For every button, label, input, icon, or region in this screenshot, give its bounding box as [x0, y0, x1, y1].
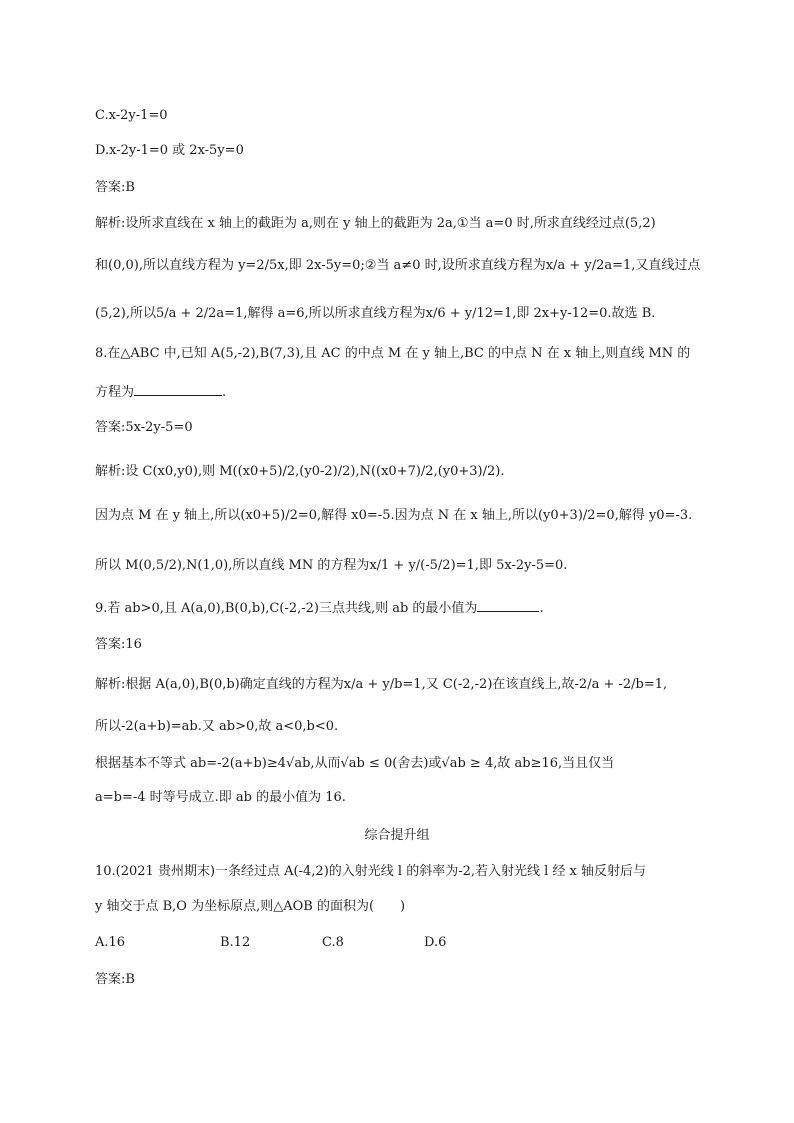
answer-8: 答案:5x-2y-5=0	[95, 420, 193, 435]
answer-9: 答案:16	[95, 637, 142, 652]
answer-7: 答案:B	[95, 180, 135, 195]
question-9: 9.若 ab>0,且 A(a,0),B(0,b),C(-2,-2)三点共线,则 ab 的最小值为 .	[95, 597, 544, 619]
option-c: C.x-2y-1=0	[95, 108, 168, 123]
analysis-7-line3: (5,2),所以5/a + 2/2a=1,解得 a=6,所以所求直线方程为x/6 + y/12=1,即 2x+y-12=0.故选 B.	[95, 306, 656, 321]
question-10-line1: 10.(2021 贵州期末)一条经过点 A(-4,2)的入射光线 l 的斜率为-2,若入射光线 l 经 x 轴反射后与	[95, 864, 647, 879]
analysis-8-line1: 解析:设 C(x0,y0),则 M((x0+5)/2,(y0-2)/2),N((x0+7)/2,(y0+3)/2).	[95, 464, 505, 479]
analysis-9-line1: 解析:根据 A(a,0),B(0,b)确定直线的方程为x/a + y/b=1,又 C(-2,-2)在该直线上,故-2/a + -2/b=1,	[95, 677, 668, 692]
question-8-line2: 方程为 .	[95, 381, 226, 403]
option-c-line	[95, 106, 168, 126]
option-d-line	[95, 141, 244, 161]
analysis-8-line3: 所以 M(0,5/2),N(1,0),所以直线 MN 的方程为x/1 + y/(-5/2)=1,即 5x-2y-5=0.	[95, 558, 568, 573]
analysis-7-line2: 和(0,0),所以直线方程为 y=2/5x,即 2x-5y=0;②当 a≠0 时,设所求直线方程为x/a + y/2a=1,又直线过点	[95, 258, 701, 273]
analysis-8-line2: 因为点 M 在 y 轴上,所以(x0+5)/2=0,解得 x0=-5.因为点 N 在 x 轴上,所以(y0+3)/2=0,解得 y0=-3.	[95, 508, 693, 523]
answer-blank-9	[477, 597, 539, 612]
analysis-9-line3: 根据基本不等式 ab=-2(a+b)≥4√ab,从而√ab ≤ 0(舍去)或√ab ≥ 4,故 ab≥16,当且仅当	[95, 756, 615, 771]
analysis-9-line4: a=b=-4 时等号成立.即 ab 的最小值为 16.	[95, 790, 346, 805]
option-a: A.16	[95, 935, 126, 950]
option-d-10: D.6	[424, 935, 447, 950]
answer-blank-8	[134, 381, 222, 396]
answer-10: 答案:B	[95, 972, 135, 987]
option-b: B.12	[220, 935, 251, 950]
option-d: D.x-2y-1=0 或 2x-5y=0	[95, 143, 244, 158]
option-c-10: C.8	[322, 935, 344, 950]
question-10-line2: y 轴交于点 B,O 为坐标原点,则△AOB 的面积为( )	[95, 899, 406, 914]
question-8-line1: 8.在△ABC 中,已知 A(5,-2),B(7,3),且 AC 的中点 M 在 y 轴上,BC 的中点 N 在 x 轴上,则直线 MN 的	[95, 346, 691, 361]
section-heading: 综合提升组	[364, 828, 430, 843]
analysis-7-line1: 解析:设所求直线在 x 轴上的截距为 a,则在 y 轴上的截距为 2a,①当 a=0 时,所求直线经过点(5,2)	[95, 216, 656, 231]
question-10-options	[95, 933, 446, 953]
analysis-9-line2: 所以-2(a+b)=ab.又 ab>0,故 a<0,b<0.	[95, 719, 339, 734]
